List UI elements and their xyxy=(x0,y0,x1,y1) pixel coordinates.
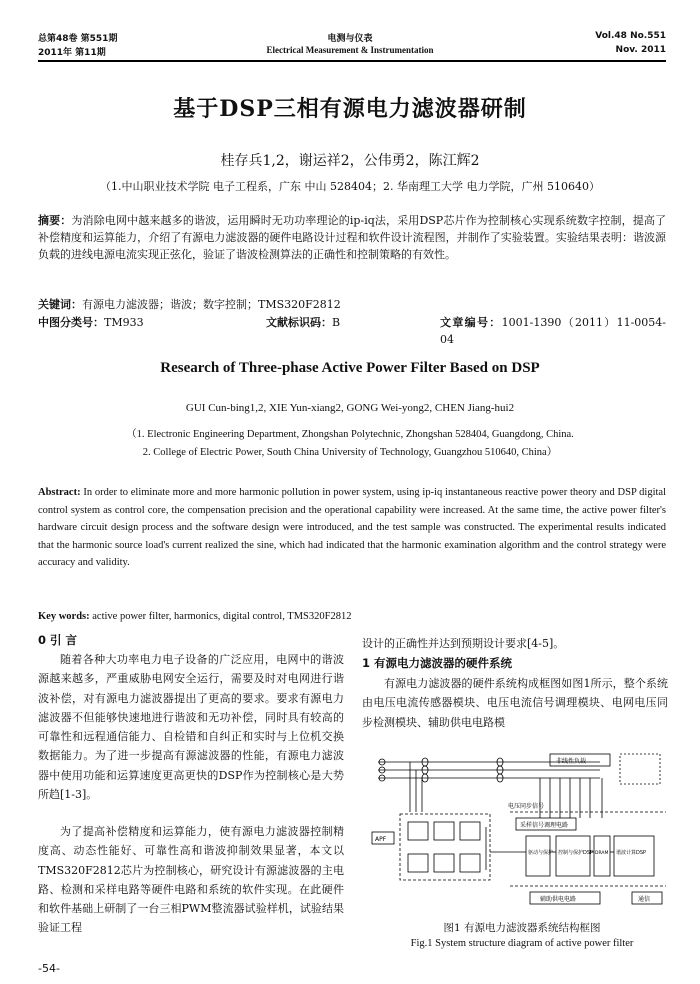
paper-title-en: Research of Three-phase Active Power Filter Based on DSP xyxy=(160,360,540,376)
authors-en: GUI Cun-bing1,2, XIE Yun-xiang2, GONG Wei-yong2, CHEN Jiang-hui2 xyxy=(185,402,515,414)
keywords-en xyxy=(38,608,666,626)
keywords-label: 关键词： xyxy=(38,298,82,311)
affiliation-en-1: （1. Electronic Engineering Department, Zhongshan Polytechnic, Zhongshan 528404, Guangdong, China. xyxy=(126,429,574,440)
keywords-en-label: Key words: xyxy=(38,611,90,622)
keywords-en-text: active power filter, harmonics, digital control, TMS320F2812 xyxy=(92,611,352,622)
figure-caption-cn: 图1 有源电力滤波器系统结构框图 xyxy=(443,922,601,934)
fig-label-comm: 通信 xyxy=(638,896,651,903)
journal-volume: 总第48卷 第551期 xyxy=(38,34,118,44)
clc-value: TM933 xyxy=(104,316,144,329)
abstract-text: 为消除电网中越来越多的谐波，运用瞬时无功功率理论的ip-iq法，采用DSP芯片作为控制核心实现系统数字控制，提高了补偿精度和运算能力，介绍了有源电力滤波器的硬件电路设计过程和软件设计流程图，并制作了实验装置。实验结果表明：谐波源负载的进线电源电流实现正弦化，验证了谐波检测算法的正确性和控制策略的有效性。 xyxy=(38,214,666,261)
fig-label-load: 非线性负载 xyxy=(556,758,587,765)
abstract-en xyxy=(38,484,666,572)
fig-label-aux: 辅助供电电路 xyxy=(540,896,577,903)
paper-title-cn: 基于DSP三相有源电力滤波器研制 xyxy=(173,96,527,122)
doc-code-label: 文献标识码： xyxy=(266,316,332,329)
system-block-diagram xyxy=(370,752,670,917)
affiliation-cn: （1.中山职业技术学院 电子工程系，广东 中山 528404；2. 华南理工大学 电力学院，广州 510640） xyxy=(100,180,600,193)
fig-label-drive: 驱动与保护 xyxy=(528,850,554,856)
abstract-cn xyxy=(38,212,666,263)
figure-caption-en: Fig.1 System structure diagram of active power filter xyxy=(410,938,634,949)
doc-code-value: B xyxy=(332,316,341,329)
section-1-paragraph: 有源电力滤波器的硬件系统构成框图如图1所示，整个系统由电压电流传感器模块、电压电流信号调理模块、电网电压同步检测模块、辅助供电电路模 xyxy=(362,677,668,729)
fig-label-conditioning: 采样信号调理电路 xyxy=(520,822,569,829)
volume-number: Vol.48 No.551 xyxy=(595,31,666,41)
authors-cn: 桂存兵1,2，谢运祥2，公伟勇2，陈江辉2 xyxy=(220,153,480,169)
section-1-heading: 1 有源电力滤波器的硬件系统 xyxy=(362,656,513,670)
fig-label-dsp-control: 控制与保护DSP xyxy=(558,850,594,856)
abstract-en-text: In order to eliminate more and more harmonic pollution in power system, using ip-iq instantaneous reactive power theory and DSP digital control system as control core, the compensation precision and the operational capability were increased. At the same time, the active power filter's hardware circuit design process and the software design were introduced, and the test sample was constructed. The experimental results indicated that the harmonic source load's current realized the sine, which had indicated that the harmonic examination algorithm and the control strategy were accuracy and validity. xyxy=(38,487,666,568)
affiliation-en-2: 2. College of Electric Power, South China University of Technology, Guangzhou 510640, China） xyxy=(142,447,558,458)
abstract-label: 摘要： xyxy=(38,214,72,227)
fig-label-dsp-calc: 谐波计算DSP xyxy=(616,850,647,856)
abstract-en-label: Abstract: xyxy=(38,487,81,498)
article-number-value: 1001-1390（2011）11-0054-04 xyxy=(440,316,667,346)
fig-label-dram: DRAM xyxy=(595,851,609,856)
section-0-heading: 0 引 言 xyxy=(38,633,78,647)
fig-label-sync: 电压同步信号 xyxy=(508,803,545,810)
fig-label-apf: APF xyxy=(375,836,387,843)
keywords-cn xyxy=(38,296,666,313)
intro-paragraph-1: 随着各种大功率电力电子设备的广泛应用，电网中的谐波源越来越多，严重威胁电网安全运行，需要及时对电网进行谐波补偿，对有源电力滤波器提出了更高的要求。要求有源电力滤波器不但能够快速地进行谐波和无功补偿，同时具有较高的可靠性和远程通信能力、自检错和自纠正和实时与上位机交换数据能力。为了进一步提高有源滤波器的性能，有源电力滤波器中使用功能和运算速度更高更快的DSP作为控制核心是大势所趋[1-3]。 xyxy=(38,653,344,802)
right-col-continuation: 设计的正确性并达到预期设计要求[4-5]。 xyxy=(362,637,565,650)
journal-name: 电测与仪表 xyxy=(327,34,373,44)
clc-label: 中图分类号： xyxy=(38,316,104,329)
page-number: -54- xyxy=(38,962,60,975)
journal-name-en: Electrical Measurement & Instrumentation xyxy=(266,45,434,55)
header-rule xyxy=(38,60,666,62)
issue-date: Nov. 2011 xyxy=(615,45,666,55)
article-number-label: 文章编号： xyxy=(440,316,502,329)
journal-issue: 2011年 第11期 xyxy=(38,48,106,58)
keywords-text: 有源电力滤波器；谐波；数字控制；TMS320F2812 xyxy=(82,298,341,311)
intro-paragraph-2: 为了提高补偿精度和运算能力，使有源电力滤波器控制精度高、动态性能好、可靠性高和谐波抑制效果显著，本文以TMS320F2812芯片为控制核心，研究设计有源滤波器的主电路、检测和采样电路等硬件电路和系统的软件实现。在此硬件和软件基础上研制了一台三相PWM整流器试验样机，试验结果验证工程 xyxy=(38,825,344,935)
